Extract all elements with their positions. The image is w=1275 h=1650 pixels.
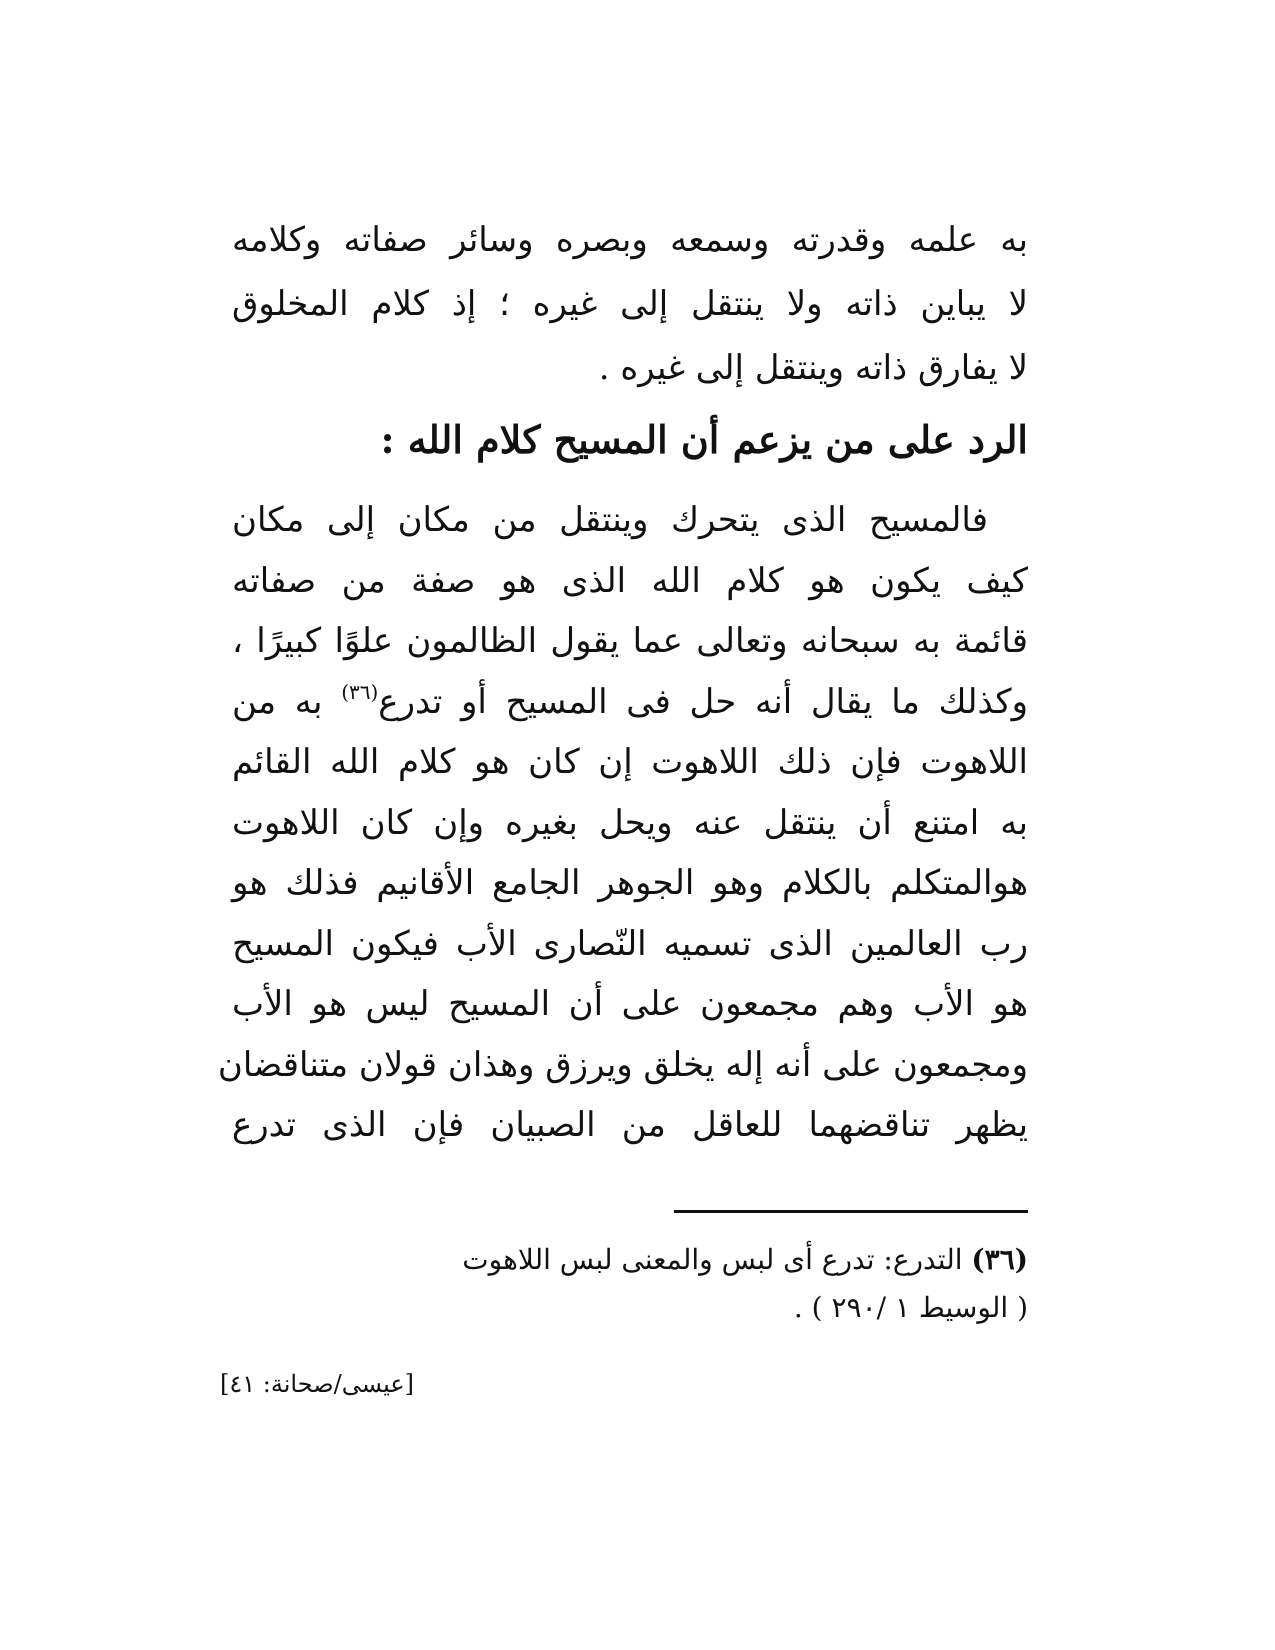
body-line: هو الأب وهم مجمعون على أن المسيح ليس هو الأب [232, 984, 1028, 1024]
body-line: رب العالمين الذى تسميه النّصارى الأب فيكون المسيح [232, 923, 1028, 964]
intro-line: به علمه وقدرته وسمعه وبصره وسائر صفاته وكلامه [232, 220, 1028, 260]
body-line-tail: به من [232, 681, 323, 722]
body-line: كيف يكون هو كلام الله الذى هو صفة من صفاته [232, 560, 1028, 601]
body-line: يظهر تناقضهما للعاقل من الصبيان فإن الذى تدرع [232, 1105, 1028, 1145]
footnote-line [232, 1236, 1028, 1284]
body-line: هوالمتكلم بالكلام وهو الجوهر الجامع الأقانيم فذلك هو [232, 863, 1028, 903]
body-line: اللاهوت فإن ذلك اللاهوت إن كان هو كلام الله القائم [232, 742, 1028, 782]
section-heading: الرد على من يزعم أن المسيح كلام الله : [380, 417, 1028, 462]
footnote [232, 1236, 1028, 1332]
body-line: ومجمعون على أنه إله يخلق ويرزق وهذان قولان متناقضان [217, 1044, 1028, 1085]
page-label: [عيسى/صحانة: ٤١] [220, 1370, 415, 1398]
body-line-with-footnote [232, 672, 1028, 733]
body-line: به امتنع أن ينتقل عنه ويحل بغيره وإن كان اللاهوت [232, 802, 1028, 843]
body-line: قائمة به سبحانه وتعالى عما يقول الظالمون علوًا كبيرًا ، [232, 621, 1028, 661]
intro-line: لا يباين ذاته ولا ينتقل إلى غيره ؛ إذ كلام المخلوق [232, 284, 1028, 324]
intro-line: لا يفارق ذاته وينتقل إلى غيره . [598, 348, 1028, 388]
body-line: فالمسيح الذى يتحرك وينتقل من مكان إلى مكان [232, 500, 988, 540]
footnote-reference: (٣٦) [341, 679, 379, 704]
footnote-number: (٣٦) [971, 1243, 1028, 1276]
footnote-divider [674, 1210, 1028, 1213]
body-line-text: وكذلك ما يقال أنه حل فى المسيح أو تدرع [378, 681, 1028, 722]
body-paragraph [217, 490, 1028, 1156]
intro-paragraph [232, 208, 1028, 400]
footnote-citation: ( الوسيط ١ /٢٩٠ ) . [793, 1291, 1028, 1324]
footnote-text: التدرع: تدرع أى لبس والمعنى لبس اللاهوت [462, 1243, 963, 1276]
